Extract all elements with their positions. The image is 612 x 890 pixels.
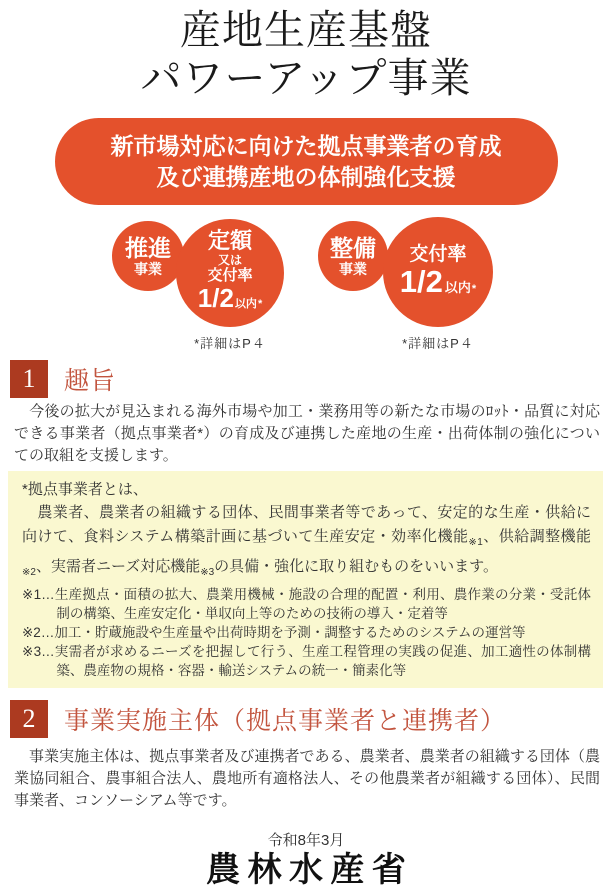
promotion-fraction-suffix: 以内: [234, 297, 257, 310]
improvement-asterisk: *: [471, 282, 477, 295]
promotion-detail-note: *詳細はP４: [194, 336, 266, 351]
section-2-title: 事業実施主体（拠点事業者と連携者）: [64, 707, 507, 735]
subtitle-banner: [55, 118, 558, 205]
promotion-asterisk: *: [257, 297, 263, 310]
section-2-body: 事業実施主体は、拠点事業者及び連携者である、農業者、農業者の組織する団体（農業協同組合、農事組合法人、農地所有適格法人、その他農業者が組織する団体）、民間事業者、コンソーシアム等です。: [14, 748, 600, 809]
section-2-header: [10, 700, 612, 738]
subsidy-circles: [0, 205, 612, 355]
kyoten-definition-box: [8, 471, 603, 688]
definition-body-part4: の具備・強化に取り組むものをいいます。: [214, 558, 498, 575]
promotion-rate-line1: 定額: [207, 227, 252, 253]
definition-ref1: ※1: [468, 537, 483, 548]
section-1-title: 趣旨: [64, 367, 117, 395]
improvement-rate-circle: [383, 217, 493, 327]
section-1-number: 1: [10, 360, 48, 398]
promotion-project-badge: [112, 221, 184, 291]
improvement-badge-sublabel: 事業: [339, 260, 367, 277]
ministry-name: 農林水産省: [206, 851, 414, 889]
subtitle-banner-line1: 新市場対応に向けた拠点事業者の育成: [110, 132, 502, 159]
promotion-badge-sublabel: 事業: [134, 260, 162, 277]
definition-intro: *拠点事業者とは、: [22, 481, 148, 498]
definition-note-item-2: ※2…加工・貯蔵施設や生産量や出荷時期を予測・調整するためのシステムの運営等: [22, 625, 526, 640]
definition-body-part2: 、供給調整機能: [482, 528, 591, 545]
definition-ref2: ※2: [22, 567, 36, 578]
promotion-rate-fraction-line: [198, 284, 262, 318]
page-title: [0, 0, 612, 102]
promotion-rate-line2: 又は: [217, 252, 242, 267]
promotion-rate-circle: [176, 219, 284, 327]
promotion-fraction: 1/2: [197, 282, 234, 313]
section-2-number: 2: [10, 700, 48, 738]
definition-ref3: ※3: [200, 567, 215, 578]
improvement-project-badge: [318, 221, 388, 291]
improvement-badge-label: 整備: [330, 234, 376, 261]
definition-body-part3: 、実需者ニーズ対応機能: [35, 558, 201, 575]
promotion-rate-line3: 交付率: [207, 266, 253, 284]
improvement-fraction-suffix: 以内: [444, 279, 471, 295]
definition-body-part1: 農業者、農業者の組織する団体、民間事業者等であって、安定的な生産・供給に向けて、食料システム構築計画に基づいて生産安定・効率化機能: [22, 504, 591, 545]
publication-date: 令和8年3月: [267, 832, 345, 849]
improvement-detail-note: *詳細はP４: [402, 336, 474, 351]
page-title-line1: 産地生産基盤: [180, 7, 432, 53]
definition-note-item-1: ※1…生産拠点・面積の拡大、農業用機械・施設の合理的配置・利用、農作業の分業・受託体制の構築、生産安定化・単収向上等のための技術の導入・定着等: [22, 587, 591, 621]
page-title-line2: パワーアップ事業: [140, 55, 472, 101]
improvement-fraction: 1/2: [399, 263, 443, 299]
definition-body: [22, 501, 591, 585]
footer: [0, 832, 612, 890]
improvement-rate-line1: 交付率: [409, 243, 467, 265]
section-1-body: 今後の拡大が見込まれる海外市場や加工・業務用等の新たな市場のﾛｯﾄ・品質に対応できる事業者（拠点事業者*）の育成及び連携した産地の生産・出荷体制の強化についての取組を支援します。: [14, 403, 600, 464]
improvement-rate-fraction-line: [399, 263, 477, 303]
promotion-badge-label: 推進: [125, 234, 171, 261]
section-1-header: [10, 360, 612, 398]
definition-note-item-3: ※3…実需者が求めるニーズを把握して行う、生産工程管理の実践の促進、加工適性の体制構築、農産物の規格・容器・輸送システムの統一・簡素化等: [22, 644, 591, 678]
subtitle-banner-line2: 及び連携産地の体制強化支援: [156, 163, 456, 190]
